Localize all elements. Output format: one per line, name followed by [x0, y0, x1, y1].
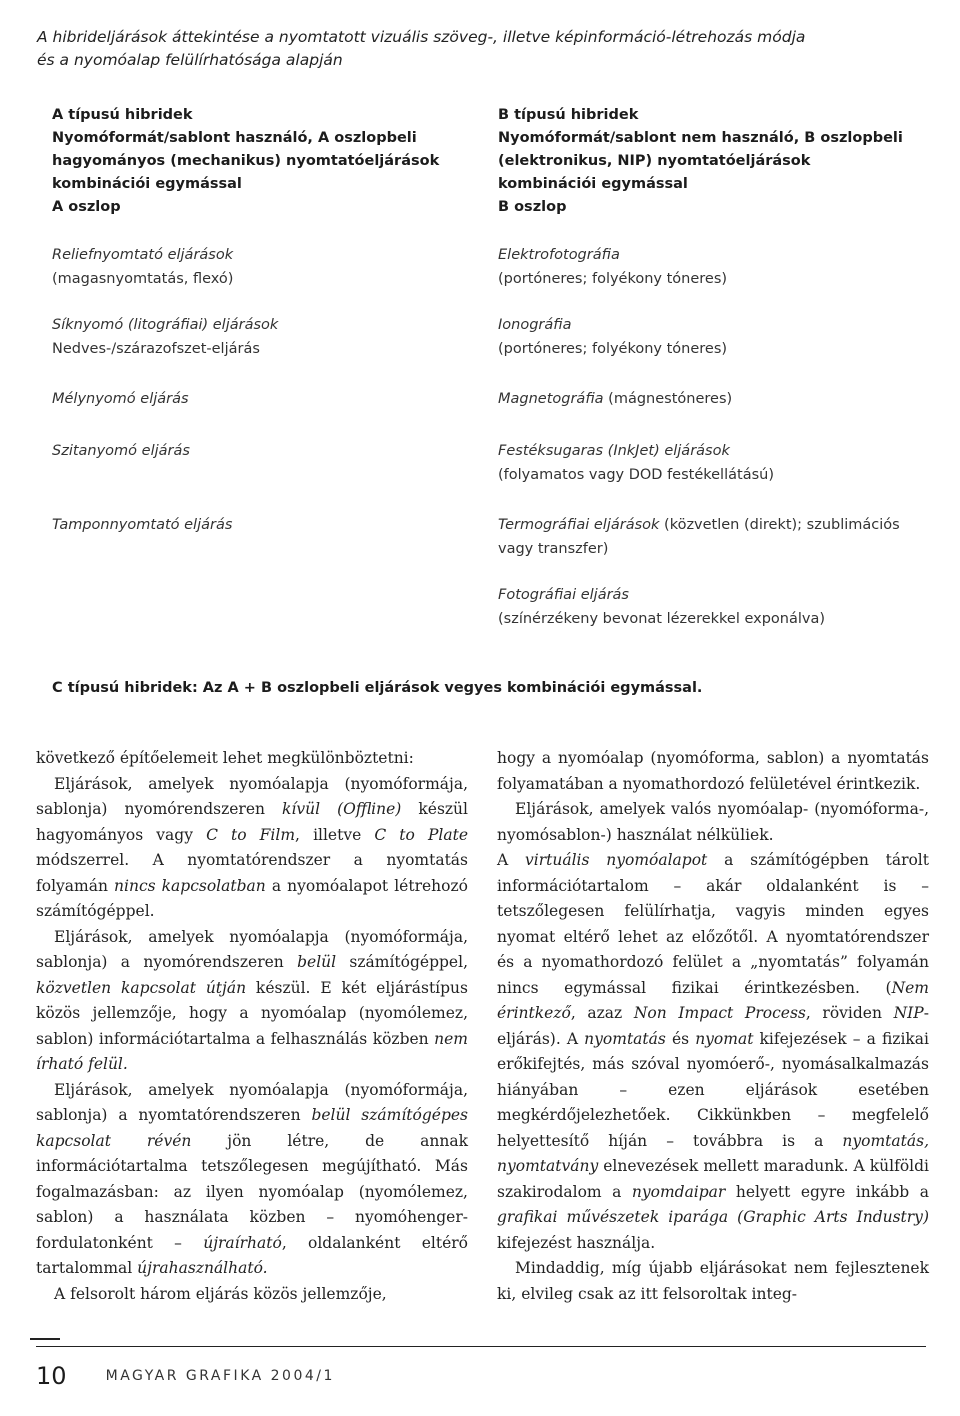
- entry-title: Tamponnyomtató eljárás: [52, 517, 233, 533]
- footer-rule: [36, 1346, 926, 1347]
- entry-pad: [52, 513, 492, 537]
- heading-line: kombinációi egymással: [498, 176, 688, 192]
- heading-line: Nyomóformát/sablont használó, A oszlopbeli: [52, 130, 417, 146]
- entry-screen: [52, 439, 492, 463]
- entry-detail: (színérzékeny bevonat lézerekkel exponálva): [498, 611, 826, 627]
- entry-title: Termográfiai eljárások: [498, 517, 660, 533]
- entry-planographic: [52, 313, 492, 361]
- heading-line: B típusú hibridek: [498, 107, 639, 123]
- heading-line: Nyomóformát/sablont nem használó, B oszlopbeli: [498, 130, 903, 146]
- entry-detail: (magasnyomtatás, flexó): [52, 271, 234, 287]
- figure-caption: [37, 26, 917, 72]
- column-a-heading: [52, 104, 492, 219]
- heading-line: kombinációi egymással: [52, 176, 242, 192]
- entry-ionography: [498, 313, 948, 361]
- paragraph: Mindaddig, míg újabb eljárásokat nem fejlesztenek ki, elvileg csak az itt felsoroltak integ-: [497, 1259, 929, 1303]
- column-a: [52, 104, 492, 537]
- body-column-right: [497, 746, 929, 1307]
- entry-gravure: [52, 387, 492, 411]
- entry-title: Festéksugaras (InkJet) eljárások: [498, 443, 730, 459]
- entry-relief: [52, 243, 492, 291]
- heading-line: A típusú hibridek: [52, 107, 193, 123]
- entry-title: Reliefnyomtató eljárások: [52, 247, 234, 263]
- entry-detail: (portóneres; folyékony tóneres): [498, 341, 728, 357]
- caption-line-1: A hibrideljárások áttekintése a nyomtatott vizuális szöveg-, illetve képinformáció-létrehozás módja: [37, 28, 806, 46]
- heading-line: B oszlop: [498, 199, 567, 215]
- entry-inkjet: [498, 439, 948, 487]
- entry-electrophotography: [498, 243, 948, 291]
- c-type-summary: C típusú hibridek: Az A + B oszlopbeli eljárások vegyes kombinációi egymással.: [52, 680, 703, 696]
- caption-line-2: és a nyomóalap felülírhatósága alapján: [37, 51, 343, 69]
- entry-title: Síknyomó (litográfiai) eljárások: [52, 317, 279, 333]
- body-column-left: [36, 746, 468, 1307]
- paragraph: Eljárások, amelyek nyomóalapja (nyomóformája, sablonja) nyomórendszeren kívül (Offline) készül hagyományos vagy C to Film, illetve C to Plate módszerrel. A nyomtatórendszer a nyomtatás folyamán nincs kapcsolatban a nyomóalapot létrehozó számítógéppel.: [36, 774, 468, 920]
- paragraph: Eljárások, amelyek valós nyomóalap- (nyomóforma-, nyomósablon-) használat nélküliek.: [497, 800, 929, 844]
- entry-thermography: [498, 513, 948, 561]
- heading-line: hagyományos (mechanikus) nyomtatóeljárások: [52, 153, 440, 169]
- page-number: 10: [36, 1362, 67, 1390]
- entry-title: Fotográfiai eljárás: [498, 587, 629, 603]
- entry-detail: (mágnestóneres): [603, 391, 733, 407]
- entry-title: Ionográfia: [498, 317, 572, 333]
- paragraph: A felsorolt három eljárás közös jellemzője,: [54, 1284, 387, 1303]
- entry-detail: Nedves-/szárazofszet-eljárás: [52, 341, 260, 357]
- entry-detail: (portóneres; folyékony tóneres): [498, 271, 728, 287]
- entry-detail: (közvetlen (direkt); szublimációs: [659, 517, 900, 533]
- footer-accent-rule: [30, 1338, 60, 1340]
- paragraph: hogy a nyomóalap (nyomóforma, sablon) a nyomtatás folyamatában a nyomathordozó felületével érintkezik.: [497, 749, 929, 793]
- heading-line: (elektronikus, NIP) nyomtatóeljárások: [498, 153, 811, 169]
- entry-title: Szitanyomó eljárás: [52, 443, 190, 459]
- heading-line: A oszlop: [52, 199, 121, 215]
- paragraph: Eljárások, amelyek nyomóalapja (nyomóformája, sablonja) a nyomtatórendszeren belül számítógépes kapcsolat révén jön létre, de annak információtartalma tetszőlegesen megújítható. Más fogalmazásban: az ilyen nyomóalap (nyomólemez, sablon) a használata közben – nyomóhenger-fordulatonként – újraírható, oldalanként eltérő tartalommal újrahasználható.: [36, 1080, 469, 1277]
- paragraph: Eljárások, amelyek nyomóalapja (nyomóformája, sablonja) a nyomórendszeren belül számítógéppel, közvetlen kapcsolat útján készül. E két eljárástípus közös jellemzője, hogy a nyomóalap (nyomólemez, sablon) információtartalma a felhasználás közben nem írható felül.: [36, 927, 468, 1073]
- journal-name: MAGYAR GRAFIKA 2004/1: [105, 1368, 335, 1384]
- column-b: [498, 104, 948, 631]
- paragraph: következő építőelemeit lehet megkülönböztetni:: [36, 749, 414, 767]
- entry-detail: vagy transzfer): [498, 541, 609, 557]
- entry-detail: (folyamatos vagy DOD festékellátású): [498, 467, 774, 483]
- entry-title: Magnetográfia: [498, 391, 604, 407]
- entry-title: Mélynyomó eljárás: [52, 391, 189, 407]
- entry-photographic: [498, 583, 948, 631]
- paragraph: A virtuális nyomóalapot a számítógépben tárolt információtartalom – akár oldalanként is – tetszőlegesen felülírhatja, vagyis minden egyes nyomat eltérő lehet az előzőtől. A nyomtatórendszer és a nyomathordozó felület a „nyomtatás” folyamán nincs egymással fizikai érintkezésben. (Nem érintkező, azaz Non Impact Process, röviden NIP-eljárás). A nyomtatás és nyomat kifejezések – a fizikai erőkifejtés, más szóval nyomóerő-, nyomásalkalmazás hiányában – ezen eljárások esetében megkérdőjelezhetőek. Cikkünkben – megfelelő helyettesítő híján – továbbra is a nyomtatás, nyomtatvány elnevezések mellett maradunk. A külföldi szakirodalom a nyomdaipar helyett egyre inkább a grafikai művészetek iparága (Graphic Arts Industry) kifejezést használja.: [497, 851, 929, 1252]
- entry-magnetography: [498, 387, 948, 411]
- page-footer: [36, 1362, 335, 1390]
- entry-title: Elektrofotográfia: [498, 247, 620, 263]
- column-b-heading: [498, 104, 948, 219]
